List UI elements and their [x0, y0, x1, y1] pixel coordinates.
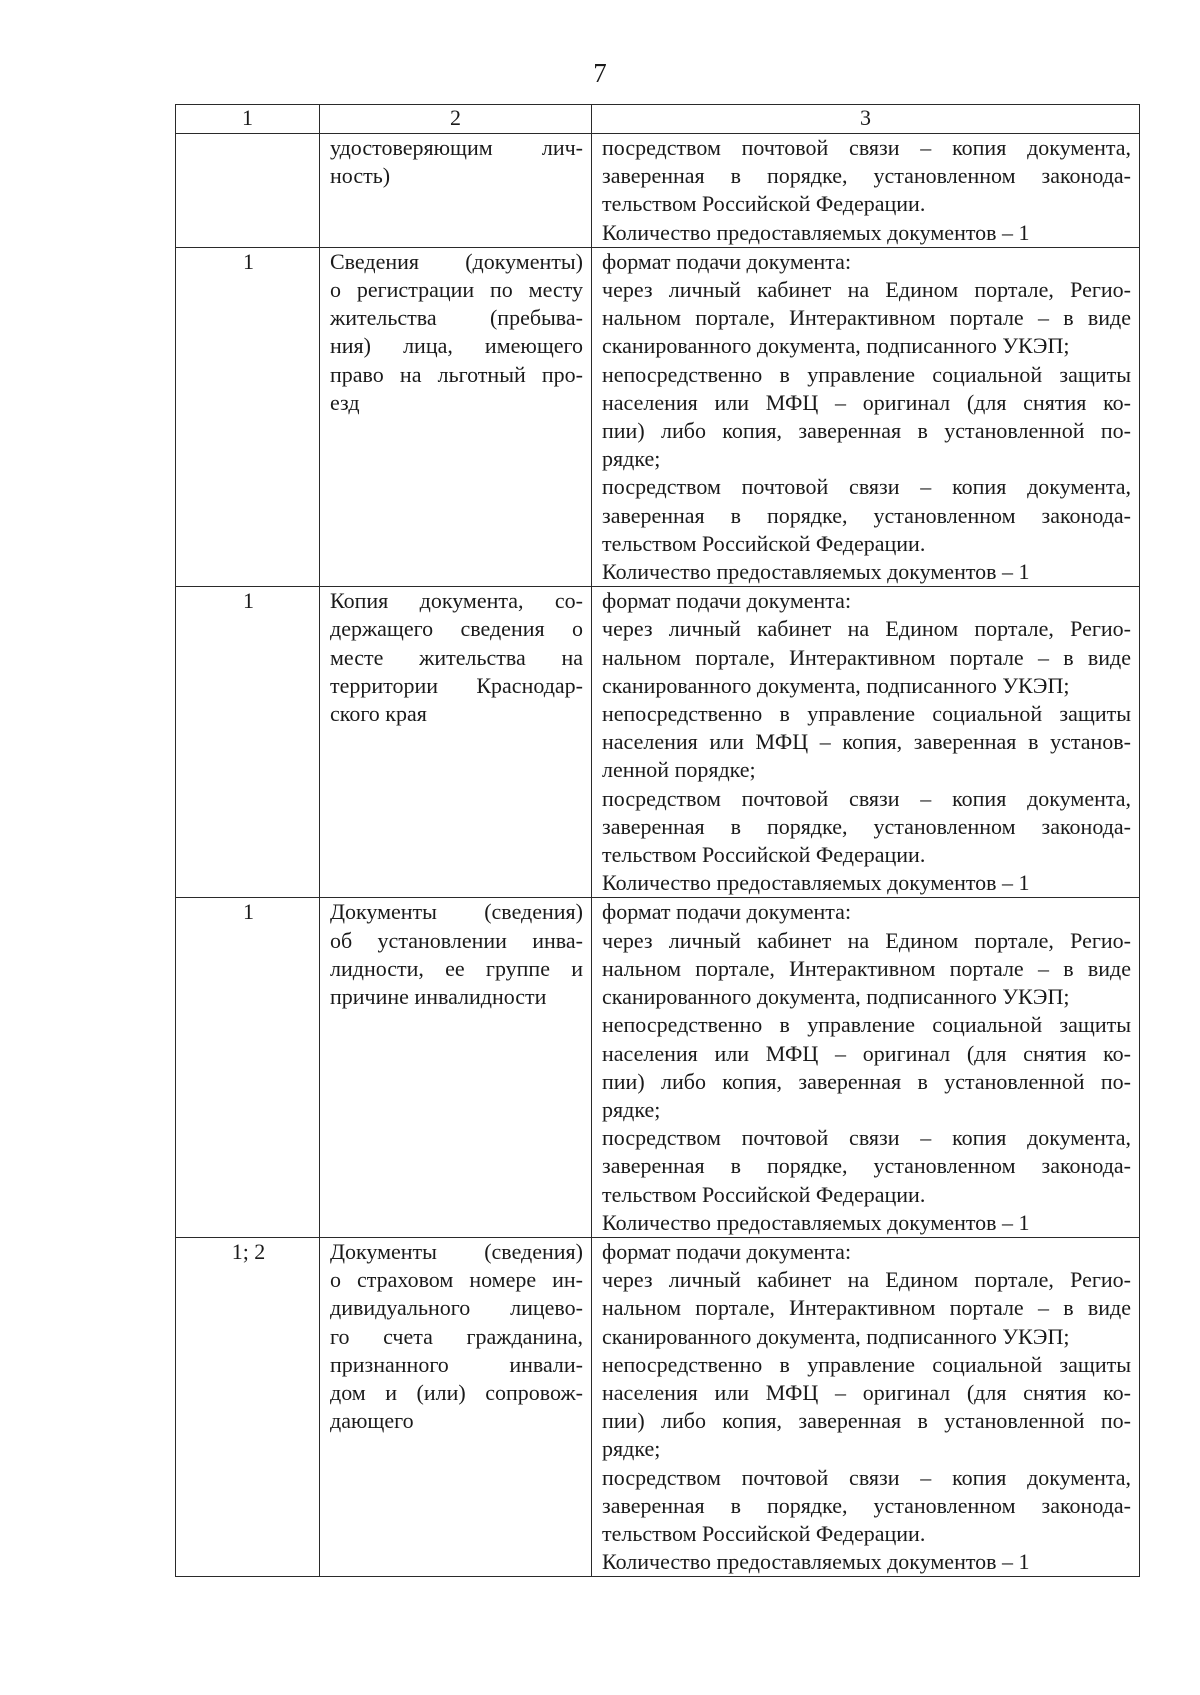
- submission-format-line: непосредственно в управление социальной защиты: [602, 361, 1131, 387]
- submission-format-line: нальном портале, Интерактивном портале – в виде: [602, 955, 1131, 981]
- document-table: [175, 104, 1140, 1577]
- row-column-number: [176, 134, 320, 248]
- document-name-line: езд: [330, 389, 360, 415]
- submission-format-line: пии) либо копия, заверенная в установленной по-: [602, 418, 1131, 444]
- submission-format-line: сканированного документа, подписанного УКЭП;: [602, 672, 1070, 698]
- submission-format-line: населения или МФЦ – оригинал (для снятия ко-: [602, 1040, 1131, 1066]
- submission-format-line: тельством Российской Федерации.: [602, 1520, 926, 1546]
- submission-format-line: Количество предоставляемых документов – 1: [602, 870, 1030, 896]
- submission-format-line: формат подачи документа:: [602, 899, 852, 925]
- row-document-name: [320, 898, 592, 1237]
- document-name-line: Сведения (документы): [330, 248, 583, 274]
- submission-format-line: формат подачи документа:: [602, 248, 852, 274]
- header-cell-2: 2: [320, 105, 592, 134]
- table-header-row: [176, 105, 1140, 134]
- submission-format-line: сканированного документа, подписанного УКЭП;: [602, 1323, 1070, 1349]
- row-document-name: [320, 247, 592, 586]
- row-submission-format: [592, 247, 1140, 586]
- document-name-line: го счета гражданина,: [330, 1323, 583, 1349]
- submission-format-line: нальном портале, Интерактивном портале – в виде: [602, 644, 1131, 670]
- submission-format-line: тельством Российской Федерации.: [602, 1181, 926, 1207]
- document-name-line: ского края: [330, 701, 427, 727]
- table-row: [176, 247, 1140, 586]
- submission-format-line: формат подачи документа:: [602, 1238, 852, 1264]
- document-name-line: дающего: [330, 1408, 414, 1434]
- submission-format-line: посредством почтовой связи – копия документа,: [602, 135, 1131, 160]
- row-column-number: 1; 2: [176, 1237, 320, 1576]
- submission-format-line: населения или МФЦ – оригинал (для снятия ко-: [602, 389, 1131, 415]
- document-name-line: лидности, ее группе и: [330, 955, 583, 981]
- table-row: [176, 134, 1140, 248]
- submission-format-line: ленной порядке;: [602, 757, 756, 783]
- submission-format-line: заверенная в порядке, установленном законода-: [602, 813, 1131, 839]
- document-name-line: дивидуального лицево-: [330, 1295, 583, 1321]
- document-name-line: месте жительства на: [330, 644, 583, 670]
- table-row: [176, 1237, 1140, 1576]
- document-name-line: Документы (сведения): [330, 1238, 583, 1264]
- submission-format-line: через личный кабинет на Едином портале, Регио-: [602, 1267, 1131, 1293]
- submission-format-line: сканированного документа, подписанного УКЭП;: [602, 984, 1070, 1010]
- submission-format-line: Количество предоставляемых документов – 1: [602, 559, 1030, 585]
- submission-format-line: нальном портале, Интерактивном портале – в виде: [602, 305, 1131, 331]
- row-submission-format: [592, 1237, 1140, 1576]
- row-document-name: [320, 587, 592, 898]
- submission-format-line: непосредственно в управление социальной защиты: [602, 701, 1131, 727]
- document-name-line: Документы (сведения): [330, 899, 583, 925]
- submission-format-line: через личный кабинет на Едином портале, Регио-: [602, 927, 1131, 953]
- submission-format-line: пии) либо копия, заверенная в установленной по-: [602, 1408, 1131, 1434]
- document-name-line: причине инвалидности: [330, 984, 547, 1010]
- table-row: [176, 898, 1140, 1237]
- submission-format-line: тельством Российской Федерации.: [602, 842, 926, 868]
- submission-format-line: населения или МФЦ – копия, заверенная в установ-: [602, 729, 1131, 755]
- submission-format-line: рядке;: [602, 1096, 661, 1122]
- row-column-number: 1: [176, 587, 320, 898]
- table-row: [176, 587, 1140, 898]
- document-name-line: дом и (или) сопровож-: [330, 1379, 583, 1405]
- submission-format-line: сканированного документа, подписанного УКЭП;: [602, 333, 1070, 359]
- submission-format-line: населения или МФЦ – оригинал (для снятия ко-: [602, 1379, 1131, 1405]
- document-name-line: территории Краснодар-: [330, 672, 583, 698]
- row-column-number: 1: [176, 898, 320, 1237]
- submission-format-line: непосредственно в управление социальной защиты: [602, 1351, 1131, 1377]
- submission-format-line: заверенная в порядке, установленном законода-: [602, 502, 1131, 528]
- row-column-number: 1: [176, 247, 320, 586]
- submission-format-line: тельством Российской Федерации.: [602, 530, 926, 556]
- document-name-line: признанного инвали-: [330, 1351, 583, 1377]
- document-name-line: жительства (пребыва-: [330, 305, 583, 331]
- document-name-line: о страховом номере ин-: [330, 1267, 583, 1293]
- submission-format-line: заверенная в порядке, установленном законода-: [602, 1153, 1131, 1179]
- table-body: [176, 134, 1140, 1577]
- document-name-line: ность): [330, 163, 391, 189]
- document-name-line: о регистрации по месту: [330, 277, 583, 303]
- submission-format-line: Количество предоставляемых документов – 1: [602, 1549, 1030, 1575]
- submission-format-line: посредством почтовой связи – копия документа,: [602, 474, 1131, 500]
- row-submission-format: [592, 134, 1140, 248]
- submission-format-line: Количество предоставляемых документов – 1: [602, 1209, 1030, 1235]
- header-cell-3: 3: [592, 105, 1140, 134]
- submission-format-line: нальном портале, Интерактивном портале – в виде: [602, 1295, 1131, 1321]
- submission-format-line: рядке;: [602, 1436, 661, 1462]
- submission-format-line: заверенная в порядке, установленном законода-: [602, 1492, 1131, 1518]
- document-name-line: право на льготный про-: [330, 361, 583, 387]
- submission-format-line: посредством почтовой связи – копия документа,: [602, 1125, 1131, 1151]
- header-cell-1: 1: [176, 105, 320, 134]
- page-number: 7: [593, 58, 607, 88]
- submission-format-line: тельством Российской Федерации.: [602, 191, 926, 217]
- document-name-line: ния) лица, имеющего: [330, 333, 583, 359]
- submission-format-line: через личный кабинет на Едином портале, Регио-: [602, 277, 1131, 303]
- submission-format-line: через личный кабинет на Едином портале, Регио-: [602, 616, 1131, 642]
- submission-format-line: рядке;: [602, 446, 661, 472]
- submission-format-line: посредством почтовой связи – копия документа,: [602, 1464, 1131, 1490]
- row-submission-format: [592, 587, 1140, 898]
- document-name-line: об установлении инва-: [330, 927, 583, 953]
- submission-format-line: заверенная в порядке, установленном законода-: [602, 163, 1131, 189]
- document-name-line: удостоверяющим лич-: [330, 135, 583, 160]
- row-document-name: [320, 134, 592, 248]
- row-submission-format: [592, 898, 1140, 1237]
- submission-format-line: посредством почтовой связи – копия документа,: [602, 785, 1131, 811]
- submission-format-line: пии) либо копия, заверенная в установленной по-: [602, 1068, 1131, 1094]
- submission-format-line: формат подачи документа:: [602, 588, 852, 614]
- submission-format-line: Количество предоставляемых документов – 1: [602, 219, 1030, 245]
- row-document-name: [320, 1237, 592, 1576]
- document-name-line: держащего сведения о: [330, 616, 583, 642]
- document-name-line: Копия документа, со-: [330, 588, 583, 614]
- submission-format-line: непосредственно в управление социальной защиты: [602, 1012, 1131, 1038]
